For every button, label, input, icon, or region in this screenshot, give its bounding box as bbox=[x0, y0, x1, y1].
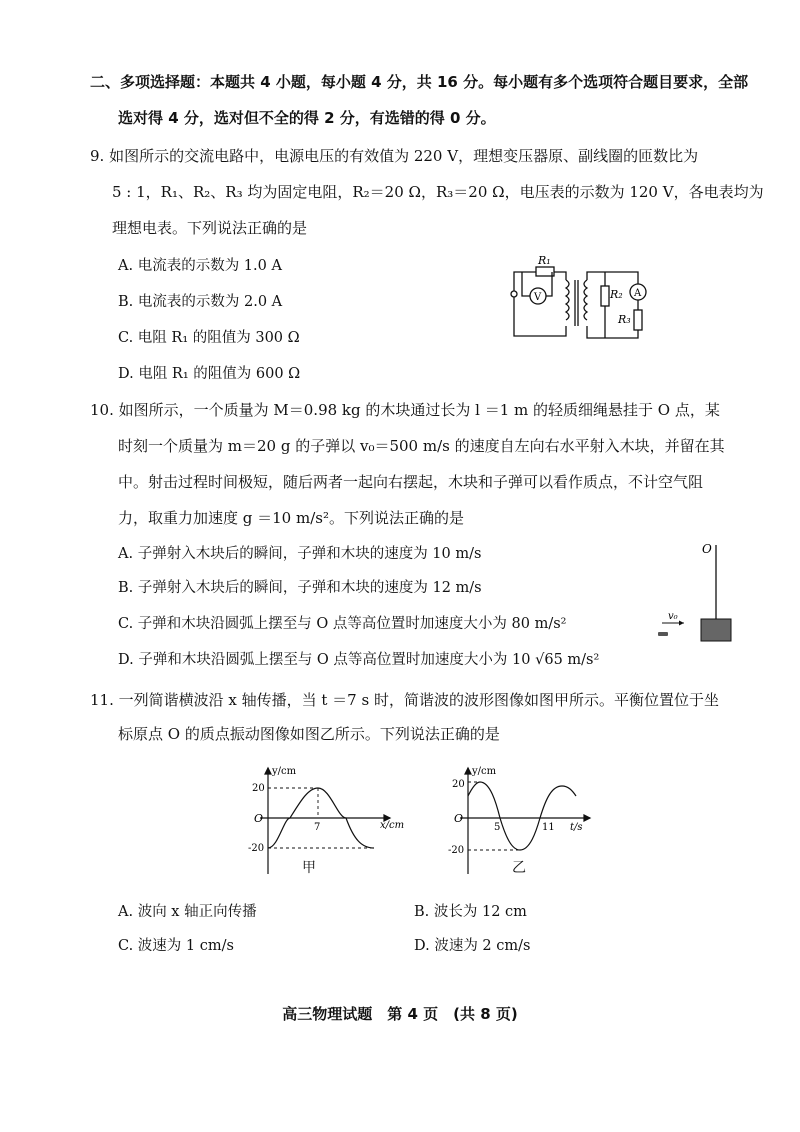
jia-xlabel: x/cm bbox=[380, 820, 405, 831]
q11-stem-line1: 11. 一列简谐横波沿 x 轴传播，当 t ＝7 s 时，简谐波的波形图像如图甲所示。平衡位置位于坐 bbox=[90, 691, 719, 709]
q10-stem-line2: 时刻一个质量为 m＝20 g 的子弹以 v₀＝500 m/s 的速度自左向右水平射入木块，并留在其 bbox=[118, 437, 725, 455]
caption-jia: 甲 bbox=[302, 860, 316, 876]
q11-graph-jia bbox=[240, 762, 410, 882]
caption-yi: 乙 bbox=[512, 860, 526, 876]
jia-ybot: -20 bbox=[248, 843, 265, 854]
q9-option-d: D. 电阻 R₁ 的阻值为 600 Ω bbox=[118, 366, 301, 382]
q10-pendulum-diagram bbox=[640, 535, 740, 650]
q10-stem-line3: 中。射击过程时间极短，随后两者一起向右摆起，木块和子弹可以看作质点，不计空气阻 bbox=[118, 473, 704, 491]
q10-stem-line1: 10. 如图所示，一个质量为 M＝0.98 kg 的木块通过长为 l ＝1 m 的轻质细绳悬挂于 O 点，某 bbox=[90, 401, 720, 419]
jia-ylabel: y/cm bbox=[272, 766, 297, 777]
jia-xtick: 7 bbox=[314, 822, 321, 833]
v0-label: v₀ bbox=[668, 611, 678, 622]
q10-option-d: D. 子弹和木块沿圆弧上摆至与 O 点等高位置时加速度大小为 10 √65 m/s² bbox=[118, 652, 600, 668]
yi-origin: O bbox=[454, 812, 464, 825]
q11-option-b: B. 波长为 12 cm bbox=[414, 904, 527, 920]
r2-label: R₂ bbox=[610, 288, 623, 301]
pivot-o-label: O bbox=[702, 542, 712, 556]
q9-option-b: B. 电流表的示数为 2.0 A bbox=[118, 294, 283, 310]
q10-option-c: C. 子弹和木块沿圆弧上摆至与 O 点等高位置时加速度大小为 80 m/s² bbox=[118, 616, 567, 632]
q9-stem-line2: 5 : 1，R₁、R₂、R₃ 均为固定电阻，R₂＝20 Ω，R₃＝20 Ω，电压表的示数为 120 V，各电表均为 bbox=[112, 183, 764, 201]
jia-origin: O bbox=[254, 812, 264, 825]
section-heading-line2: 选对得 4 分，选对但不全的得 2 分，有选错的得 0 分。 bbox=[118, 109, 496, 127]
q9-option-c: C. 电阻 R₁ 的阻值为 300 Ω bbox=[118, 330, 300, 346]
q11-option-a: A. 波向 x 轴正向传播 bbox=[118, 904, 257, 920]
q11-option-d: D. 波速为 2 cm/s bbox=[414, 938, 531, 954]
q9-option-a: A. 电流表的示数为 1.0 A bbox=[118, 258, 282, 274]
yi-xlabel: t/s bbox=[570, 822, 583, 833]
section-heading-line1: 二、多项选择题：本题共 4 小题，每小题 4 分，共 16 分。每小题有多个选项符合题目要求，全部 bbox=[90, 73, 749, 91]
q9-stem-line3: 理想电表。下列说法正确的是 bbox=[112, 219, 308, 237]
yi-xtick2: 11 bbox=[542, 822, 555, 833]
jia-ytop: 20 bbox=[252, 783, 265, 794]
q9-stem-line1: 9. 如图所示的交流电路中，电源电压的有效值为 220 V，理想变压器原、副线圈的匝数比为 bbox=[90, 147, 699, 165]
r3-label: R₃ bbox=[618, 313, 631, 326]
q11-stem-line2: 标原点 O 的质点振动图像如图乙所示。下列说法正确的是 bbox=[118, 725, 500, 743]
q9-circuit-diagram bbox=[500, 250, 660, 346]
q10-option-a: A. 子弹射入木块后的瞬间，子弹和木块的速度为 10 m/s bbox=[118, 546, 482, 562]
yi-ytop: 20 bbox=[452, 779, 465, 790]
voltmeter-label: V bbox=[534, 292, 542, 303]
q11-option-c: C. 波速为 1 cm/s bbox=[118, 938, 234, 954]
yi-xtick1: 5 bbox=[494, 822, 501, 833]
yi-ybot: -20 bbox=[448, 845, 465, 856]
bullet bbox=[658, 632, 668, 636]
ammeter-label: A bbox=[634, 288, 642, 299]
yi-ylabel: y/cm bbox=[472, 766, 497, 777]
q10-option-b: B. 子弹射入木块后的瞬间，子弹和木块的速度为 12 m/s bbox=[118, 580, 482, 596]
page-footer: 高三物理试题 第 4 页 (共 8 页) bbox=[282, 1005, 518, 1023]
q10-stem-line4: 力，取重力加速度 g ＝10 m/s²。下列说法正确的是 bbox=[118, 509, 464, 527]
wave-yi bbox=[468, 782, 576, 850]
r1-label: R₁ bbox=[538, 254, 551, 267]
